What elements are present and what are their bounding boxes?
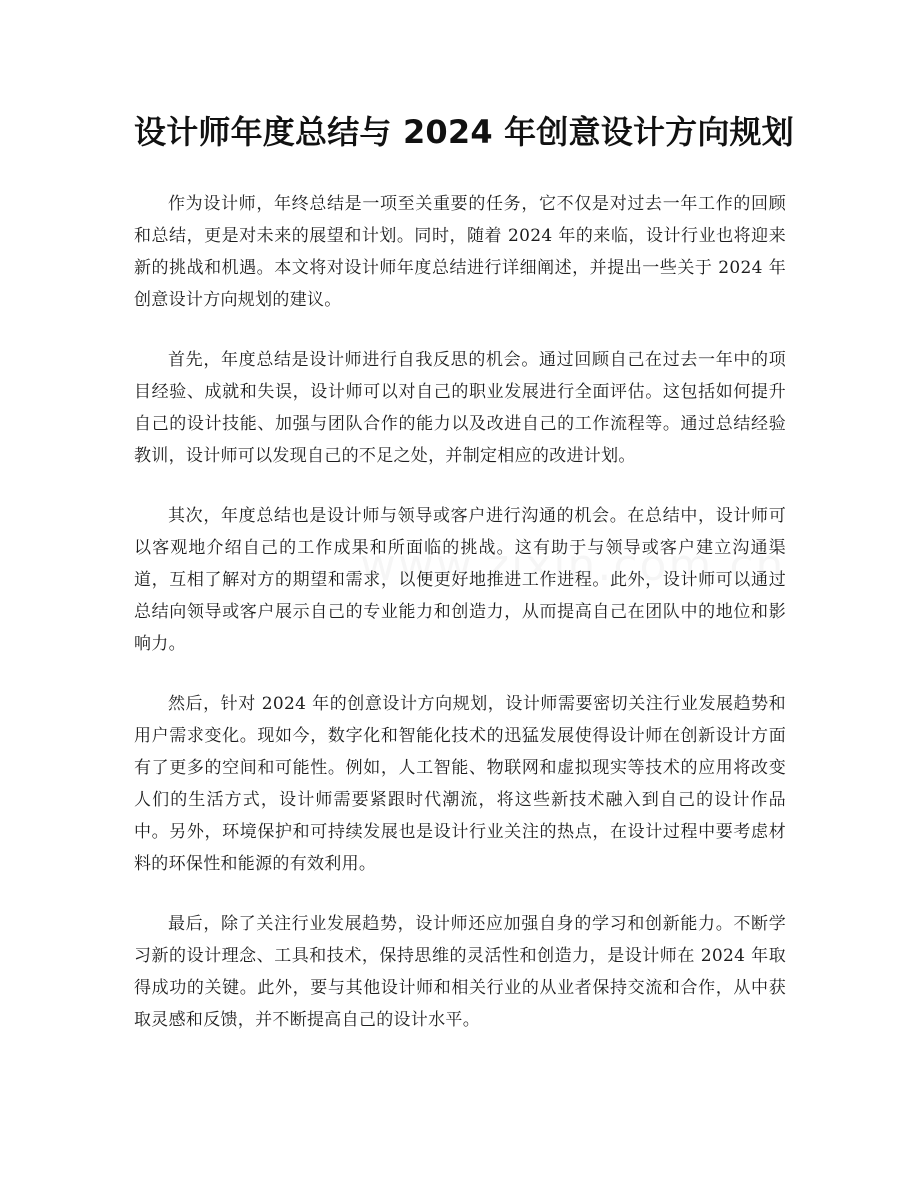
paragraph-2024-direction: 然后，针对 2024 年的创意设计方向规划，设计师需要密切关注行业发展趋势和用户需求变化。现如今，数字化和智能化技术的迅猛发展使得设计师在创新设计方面有了更多的空间和可能性。例如，人工智能、物联网和虚拟现实等技术的应用将改变人们的生活方式，设计师需要紧跟时代潮流，将这些新技术融入到自己的设计作品中。另外，环境保护和可持续发展也是设计行业关注的热点，在设计过程中要考虑材料的环保性和能源的有效利用。 [134,694,786,874]
paragraph-learning: 最后，除了关注行业发展趋势，设计师还应加强自身的学习和创新能力。不断学习新的设计理念、工具和技术，保持思维的灵活性和创造力，是设计师在 2024 年取得成功的关键。此外，要与其他设计师和相关行业的从业者保持交流和合作，从中获取灵感和反馈，并不断提高自己的设计水平。 [134,914,786,1030]
document-title: 设计师年度总结与 2024 年创意设计方向规划 [134,113,794,151]
paragraph-self-reflection: 首先，年度总结是设计师进行自我反思的机会。通过回顾自己在过去一年中的项目经验、成就和失误，设计师可以对自己的职业发展进行全面评估。这包括如何提升自己的设计技能、加强与团队合作的能力以及改进自己的工作流程等。通过总结经验教训，设计师可以发现自己的不足之处，并制定相应的改进计划。 [134,350,786,466]
paragraph-communication: 其次，年度总结也是设计师与领导或客户进行沟通的机会。在总结中，设计师可以客观地介绍自己的工作成果和所面临的挑战。这有助于与领导或客户建立沟通渠道，互相了解对方的期望和需求，以便更好地推进工作进程。此外，设计师可以通过总结向领导或客户展示自己的专业能力和创造力，从而提高自己在团队中的地位和影响力。 [134,506,786,654]
paragraph-intro: 作为设计师，年终总结是一项至关重要的任务，它不仅是对过去一年工作的回顾和总结，更是对未来的展望和计划。同时，随着 2024 年的来临，设计行业也将迎来新的挑战和机遇。本文将对设计师年度总结进行详细阐述，并提出一些关于 2024 年创意设计方向规划的建议。 [134,194,786,310]
